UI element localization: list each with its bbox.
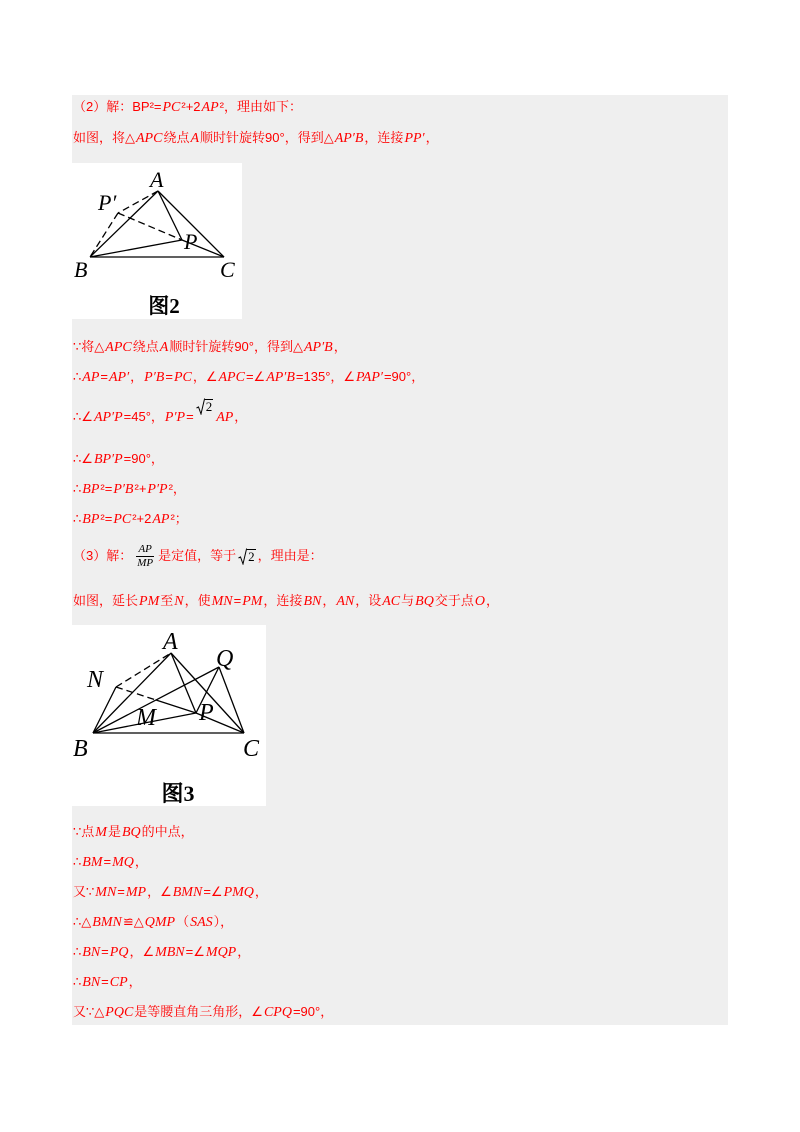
text-run: ，	[234, 409, 248, 424]
solution-line	[73, 128, 439, 148]
text-run: =	[100, 369, 108, 384]
text-run: ∴	[73, 854, 82, 869]
text-run: 是定值，等于	[158, 548, 237, 563]
vertex-label-n: N	[87, 667, 104, 693]
text-run: 是	[107, 824, 121, 839]
radical-sign	[196, 398, 205, 415]
text-run: 绕点	[163, 130, 190, 145]
segment-ab	[93, 653, 171, 733]
math-variable: PM	[139, 594, 160, 609]
text-run: ²+2	[132, 511, 152, 526]
text-run: 绕点	[132, 339, 159, 354]
math-variable: N	[174, 594, 184, 609]
text-run: =	[101, 944, 109, 959]
math-variable: PM	[242, 594, 263, 609]
text-run: =90°，	[123, 451, 164, 466]
segment-bp	[90, 240, 182, 257]
text-run: =	[233, 593, 242, 608]
text-run: ，使	[184, 593, 211, 608]
math-variable: MBN	[155, 945, 185, 960]
text-run: =90°，	[383, 369, 425, 384]
text-run: ，理由是：	[257, 548, 323, 563]
solution-line	[73, 852, 148, 872]
solution-line	[73, 540, 323, 572]
radical-stroke	[239, 549, 248, 564]
math-variable: AP	[216, 410, 234, 425]
dashed-segment-p-prime-p	[118, 213, 182, 240]
text-run: ²=	[100, 481, 113, 496]
square-root	[196, 398, 214, 415]
solution-line	[73, 97, 302, 117]
math-variable: BP	[82, 512, 100, 527]
text-run: ∴	[73, 481, 82, 496]
math-variable: AP′P	[93, 410, 123, 425]
vertex-label-b: B	[74, 257, 88, 282]
text-run: =∠	[185, 944, 205, 959]
text-run: （2）解：BP²=	[73, 99, 162, 114]
text-run: ，	[237, 944, 251, 959]
text-run: =	[117, 884, 125, 899]
math-variable: P′P	[164, 410, 186, 425]
fraction	[135, 543, 155, 570]
text-run: 顺时针旋转90°，得到△	[169, 339, 303, 354]
math-variable: CPQ	[263, 1005, 292, 1020]
solution-line	[73, 912, 233, 932]
math-variable: MP	[125, 885, 147, 900]
solution-line	[73, 337, 347, 357]
figure-caption: 图3	[161, 781, 195, 806]
text-run: （	[176, 914, 190, 929]
text-run: ∴	[73, 944, 82, 959]
text-run: ，∠	[192, 369, 218, 384]
math-variable: PC	[162, 100, 181, 115]
vertex-label-q: Q	[216, 646, 234, 672]
math-variable: AP	[82, 370, 100, 385]
text-run: ，∠	[147, 884, 172, 899]
math-variable: BP	[82, 482, 100, 497]
math-variable: BP′P	[93, 452, 123, 467]
vertex-label-m: M	[136, 705, 156, 731]
math-variable: PC	[113, 512, 132, 527]
text-run: ∴△	[73, 914, 92, 929]
text-run: ，	[254, 884, 268, 899]
math-variable: APC	[136, 131, 163, 146]
math-variable: BN	[303, 594, 322, 609]
text-run: ≌△	[122, 914, 144, 929]
text-run: ，	[130, 369, 144, 384]
math-variable: AN	[336, 594, 355, 609]
math-variable: BQ	[121, 825, 141, 840]
math-variable: AC	[382, 594, 401, 609]
math-variable: BM	[82, 855, 103, 870]
text-run: 如图，将△	[73, 130, 135, 145]
text-run: ²；	[170, 511, 188, 526]
text-run: 顺时针旋转90°，得到△	[200, 130, 334, 145]
text-run: ），	[213, 914, 234, 929]
text-run: 又∵△	[73, 1004, 105, 1019]
text-run: 是等腰直角三角形，∠	[134, 1004, 263, 1019]
math-variable: A	[190, 131, 200, 146]
text-run: =	[103, 854, 112, 869]
text-run: 的中点，	[141, 824, 194, 839]
vertex-label-p: P	[184, 229, 198, 254]
figure-2-diagram	[72, 163, 242, 319]
vertex-label-c: C	[220, 257, 235, 282]
math-variable: APC	[105, 340, 132, 355]
solution-line	[73, 972, 142, 992]
text-run: ，设	[355, 593, 382, 608]
math-variable: PQC	[105, 1005, 134, 1020]
solution-line	[73, 479, 186, 499]
math-variable: QMP	[144, 915, 176, 930]
solution-line	[73, 509, 188, 529]
math-variable: AP	[201, 100, 219, 115]
solution-line	[73, 591, 499, 611]
text-run: ，	[425, 130, 439, 145]
text-run: ，	[485, 593, 499, 608]
text-run: ²=	[100, 511, 113, 526]
text-run: ∴∠	[73, 451, 93, 466]
text-run: ，	[333, 339, 347, 354]
math-variable: PMQ	[223, 885, 254, 900]
math-variable: AP	[152, 512, 170, 527]
radicand: 2	[248, 549, 255, 565]
text-run: 至	[160, 593, 174, 608]
solution-line	[73, 449, 164, 469]
math-variable: APC	[218, 370, 245, 385]
radicand: 2	[205, 399, 213, 415]
vertex-label-p-prime: P′	[98, 190, 117, 215]
text-run: =45°，	[123, 409, 164, 424]
text-run: ∵点	[73, 824, 95, 839]
figure-2	[72, 163, 242, 319]
math-variable: BQ	[415, 594, 434, 609]
math-variable: A	[159, 340, 169, 355]
text-run: ²，理由如下：	[219, 99, 302, 114]
figure-3-diagram	[72, 625, 266, 806]
math-variable: PAP′	[356, 370, 383, 385]
math-variable: P′B	[113, 482, 134, 497]
math-variable: PC	[173, 370, 192, 385]
solution-line	[73, 822, 194, 842]
segment-ap	[171, 653, 196, 713]
square-root	[238, 548, 256, 565]
text-run: ²+	[134, 481, 147, 496]
text-run: =∠	[203, 884, 223, 899]
math-variable: MN	[95, 885, 117, 900]
segment-ap	[158, 191, 182, 240]
text-run: 又∵	[73, 884, 95, 899]
dashed-segment-p-prime-b	[90, 213, 118, 257]
segment-qc	[219, 667, 244, 733]
text-run: ，连接	[263, 593, 303, 608]
text-run: （3）解：	[73, 548, 133, 563]
segment-nb	[93, 687, 116, 733]
math-variable: P′P	[147, 482, 168, 497]
solution-line	[73, 882, 268, 902]
radical-sign	[238, 548, 247, 565]
math-variable: AP′	[108, 370, 130, 385]
solution-line	[73, 1002, 333, 1022]
vertex-label-p: P	[199, 700, 214, 726]
segment-mp	[156, 700, 196, 713]
text-run: =90°，	[292, 1004, 334, 1019]
math-variable: BMN	[172, 885, 203, 900]
math-variable: BMN	[92, 915, 122, 930]
text-run: ，	[322, 593, 336, 608]
figure-3	[72, 625, 266, 806]
text-run: ，	[134, 854, 148, 869]
math-variable: MQP	[205, 945, 237, 960]
text-run: ²+2	[181, 99, 201, 114]
fraction-denominator: MP	[137, 557, 154, 570]
text-run: =	[101, 974, 109, 989]
solution-line	[73, 942, 250, 962]
math-variable: PP′	[404, 131, 425, 146]
fraction-numerator: AP	[138, 543, 152, 556]
text-run: =∠	[245, 369, 266, 384]
text-run: ∴∠	[73, 409, 93, 424]
text-run: ∴	[73, 974, 82, 989]
text-run: ，∠	[129, 944, 155, 959]
vertex-label-a: A	[163, 629, 178, 655]
math-variable: AP′B	[266, 370, 295, 385]
solution-line	[73, 367, 424, 387]
vertex-label-c: C	[243, 736, 260, 762]
math-variable: P′B	[144, 370, 165, 385]
text-run: =	[186, 409, 194, 424]
vertex-label-b: B	[73, 736, 88, 762]
math-variable: MN	[211, 594, 233, 609]
text-run: =	[165, 369, 173, 384]
math-variable: AP′B	[334, 131, 364, 146]
math-variable: M	[95, 825, 107, 840]
math-variable: BN	[82, 945, 101, 960]
text-run: 与	[401, 593, 415, 608]
text-run: ，连接	[364, 130, 404, 145]
text-run: 如图，延长	[73, 593, 139, 608]
math-variable: AP′B	[303, 340, 333, 355]
text-run: ²，	[168, 481, 186, 496]
math-variable: PQ	[109, 945, 129, 960]
solution-line	[73, 399, 248, 427]
math-variable: CP	[109, 975, 128, 990]
vertex-label-a: A	[150, 167, 164, 192]
math-variable: MQ	[112, 855, 134, 870]
text-run: ∴	[73, 511, 82, 526]
math-variable: O	[474, 594, 485, 609]
text-run: 交于点	[434, 593, 474, 608]
math-variable: BN	[82, 975, 101, 990]
radical-stroke	[196, 399, 205, 414]
text-run: =135°，∠	[295, 369, 356, 384]
figure-caption: 图2	[148, 294, 180, 318]
text-run: ∵将△	[73, 339, 105, 354]
math-variable: SAS	[190, 915, 213, 930]
text-run: ，	[128, 974, 142, 989]
text-run: ∴	[73, 369, 82, 384]
